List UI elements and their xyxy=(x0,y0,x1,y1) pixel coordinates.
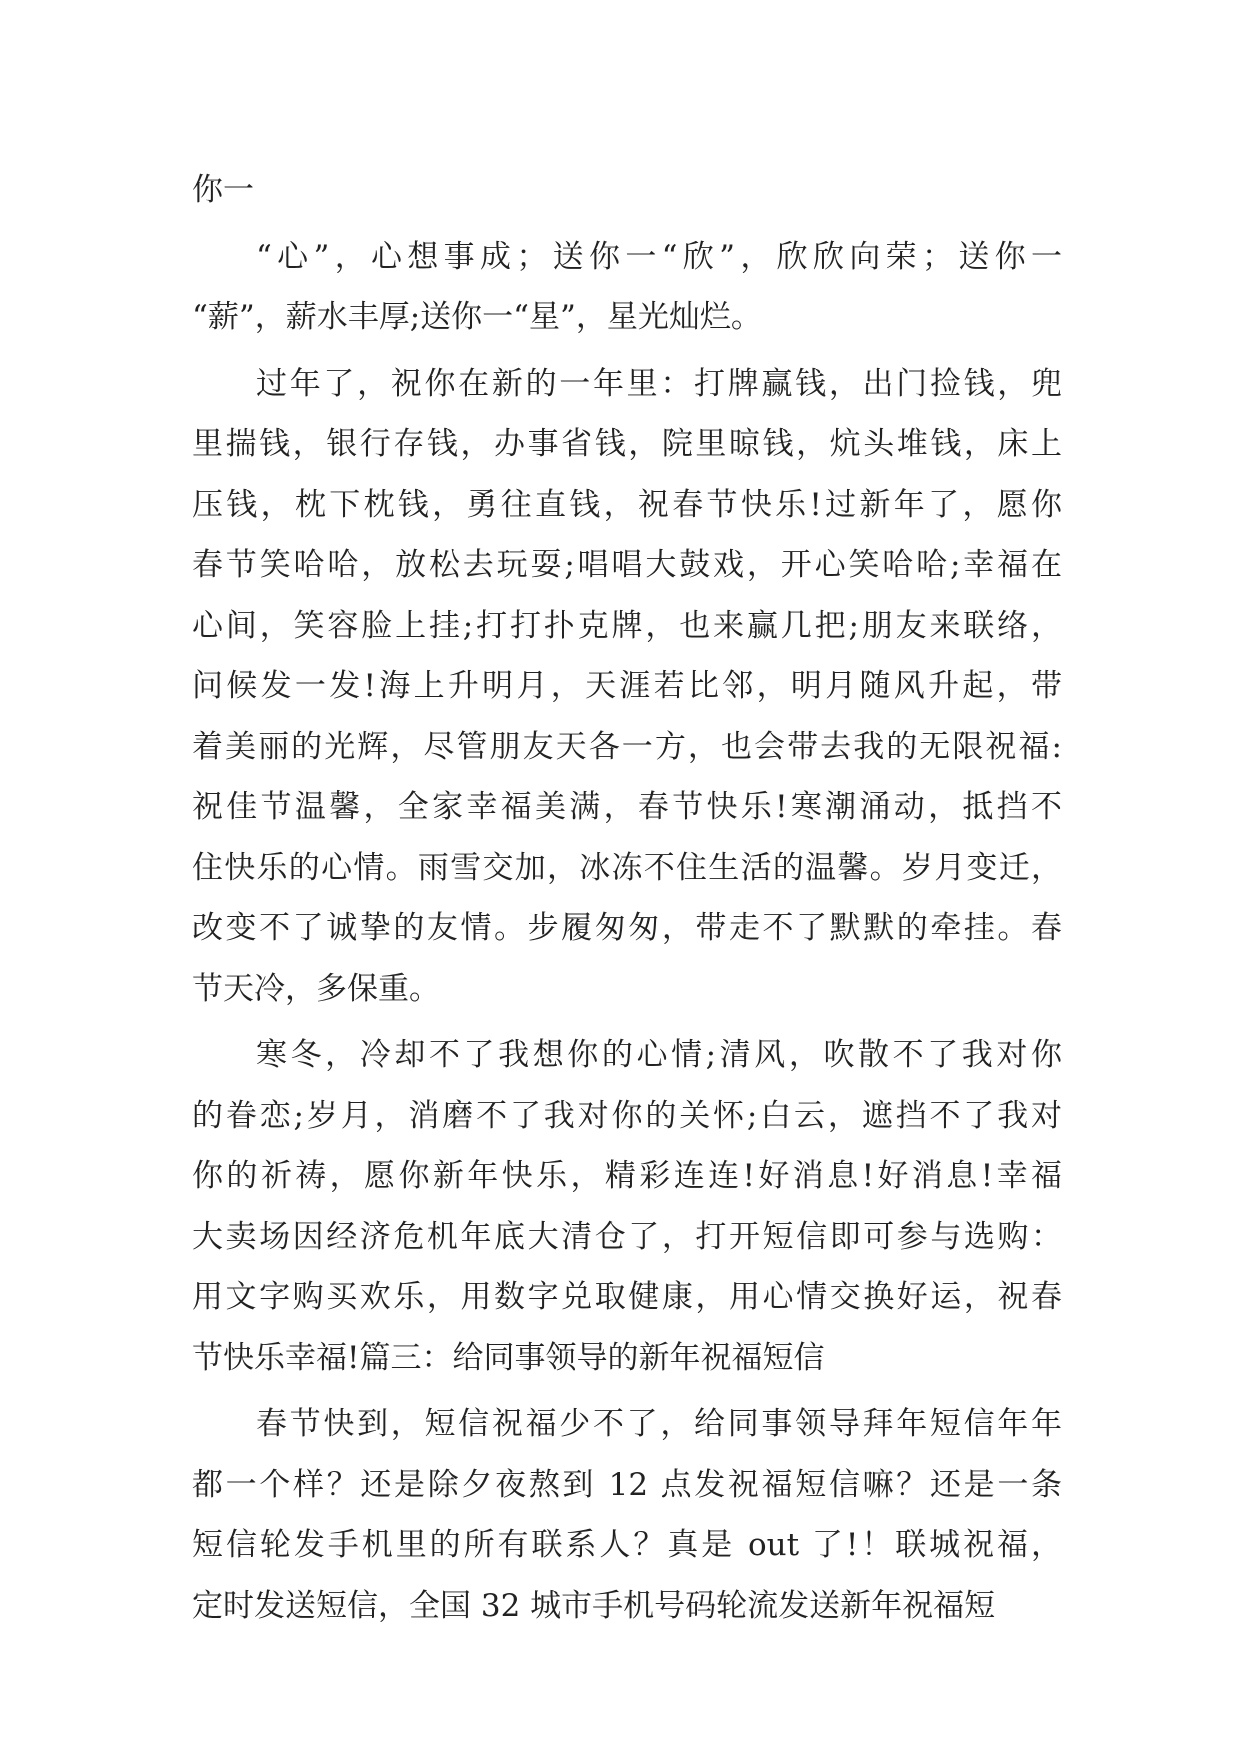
text-line: 用文字购买欢乐，用数字兑取健康，用心情交换好运，祝春 xyxy=(192,1279,1062,1315)
text-line: 住快乐的心情。雨雪交加，冰冻不住生活的温馨。岁月变迁， xyxy=(192,849,1062,886)
text-line: 着美丽的光辉，尽管朋友天各一方，也会带去我的无限祝福: xyxy=(192,728,1062,765)
text-line: 祝佳节温馨，全家幸福美满，春节快乐!寒潮涌动，抵挡不 xyxy=(192,789,1062,825)
text-line: 问候发一发!海上升明月，天涯若比邻，明月随风升起，带 xyxy=(192,668,1062,704)
paragraph xyxy=(192,1394,1062,1636)
text-line: 节天冷，多保重。 xyxy=(192,970,440,1007)
text-line: 短信轮发手机里的所有联系人？真是 out 了!！联城祝福， xyxy=(192,1527,1062,1563)
text-line: 大卖场因经济危机年底大清仓了，打开短信即可参与选购： xyxy=(192,1218,1062,1255)
text-line: 都一个样？还是除夕夜熬到 12 点发祝福短信嘛？还是一条 xyxy=(192,1466,1062,1503)
text-line: 春节快到，短信祝福少不了，给同事领导拜年短信年年 xyxy=(256,1406,1062,1442)
text-line: “心”，心想事成；送你一“欣”，欣欣向荣；送你一 xyxy=(256,238,1062,275)
text-line: 里揣钱，银行存钱，办事省钱，院里晾钱，炕头堆钱，床上 xyxy=(192,426,1062,462)
paragraph xyxy=(192,227,1062,348)
text-line: 春节笑哈哈，放松去玩耍;唱唱大鼓戏，开心笑哈哈;幸福在 xyxy=(192,547,1062,583)
text-line: 的眷恋;岁月，消磨不了我对你的关怀;白云，遮挡不了我对 xyxy=(192,1097,1062,1134)
text-line: 定时发送短信，全国 32 城市手机号码轮流发送新年祝福短 xyxy=(192,1587,996,1624)
text-line: 你的祈祷，愿你新年快乐，精彩连连!好消息!好消息!幸福 xyxy=(192,1158,1062,1194)
document-body xyxy=(192,160,1062,1636)
text-line: “薪”，薪水丰厚;送你一“星”，星光灿烂。 xyxy=(192,299,762,335)
paragraph xyxy=(192,354,1062,1020)
text-line: 节快乐幸福!篇三：给同事领导的新年祝福短信 xyxy=(192,1339,825,1376)
text-line: 寒冬，冷却不了我想你的心情;清风，吹散不了我对你 xyxy=(256,1037,1062,1073)
text-line: 压钱，枕下枕钱，勇往直钱，祝春节快乐!过新年了，愿你 xyxy=(192,486,1062,523)
paragraph xyxy=(192,1025,1062,1388)
text-line: 过年了，祝你在新的一年里：打牌赢钱，出门捡钱，兜 xyxy=(256,365,1062,402)
text-line: 心间，笑容脸上挂;打打扑克牌，也来赢几把;朋友来联络， xyxy=(192,607,1062,644)
paragraph xyxy=(192,160,1062,221)
text-line: 你一 xyxy=(192,172,254,208)
text-line: 改变不了诚挚的友情。步履匆匆，带走不了默默的牵挂。春 xyxy=(192,910,1062,946)
